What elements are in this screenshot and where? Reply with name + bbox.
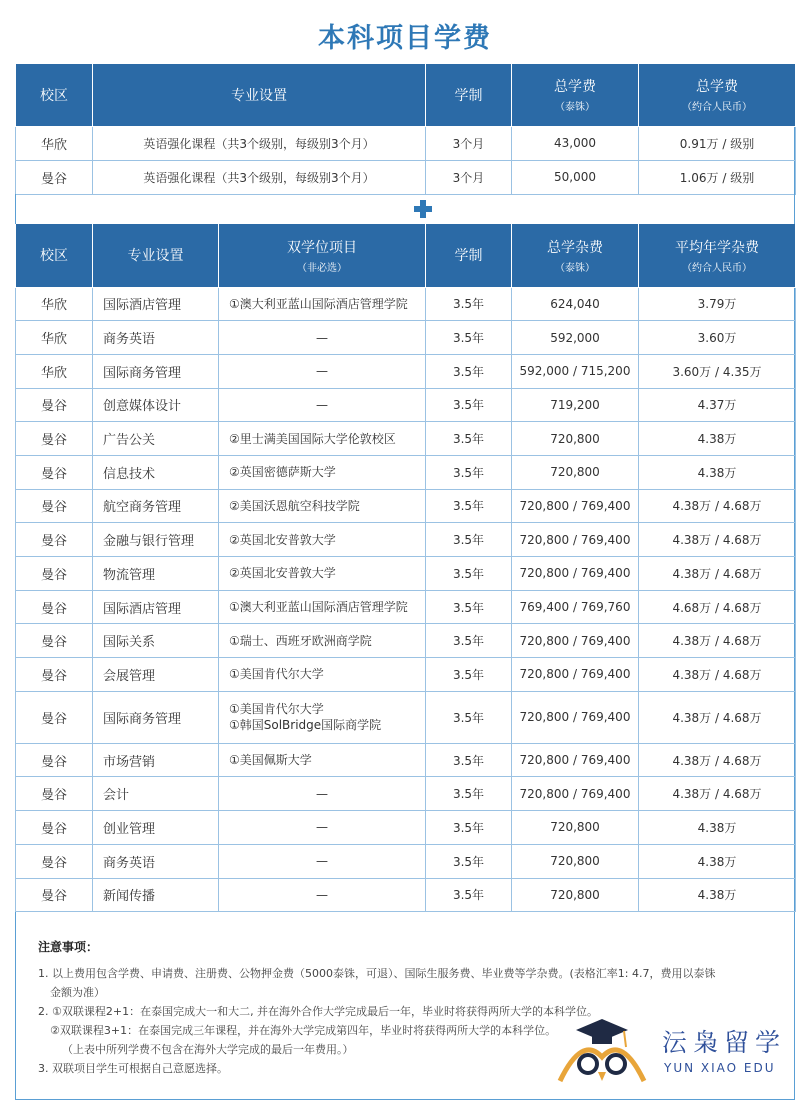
owl-graduation-cap-icon [552, 1017, 652, 1087]
fee-cell: 720,800 / 769,400 [512, 489, 639, 523]
major-cell: 英语强化课程（共3个级别，每级别3个月） [93, 160, 426, 194]
dual-degree-cell [219, 523, 426, 557]
table-row [16, 455, 796, 489]
dual-degree-cell [219, 455, 426, 489]
dual-degree-item: ②里士满美国国际大学伦敦校区 [229, 431, 396, 446]
dual-degree-cell [219, 287, 426, 321]
duration-cell: 3.5年 [426, 878, 512, 912]
dual-degree-item: ①韩国SolBridge国际商学院 [229, 718, 382, 733]
fee-rmb-cell: 4.38万 [639, 422, 796, 456]
fee-cell: 720,800 [512, 422, 639, 456]
duration-cell: 3.5年 [426, 777, 512, 811]
major-cell: 会计 [93, 777, 219, 811]
dual-degree-cell [219, 658, 426, 692]
header-fee-rmb [639, 224, 796, 287]
major-cell: 广告公关 [93, 422, 219, 456]
major-cell: 国际商务管理 [93, 354, 219, 388]
fee-rmb-cell: 4.38万 / 4.68万 [639, 624, 796, 658]
major-cell: 信息技术 [93, 455, 219, 489]
table-row [16, 287, 796, 321]
fee-rmb-cell: 4.38万 [639, 455, 796, 489]
fee-rmb-cell: 3.60万 [639, 321, 796, 355]
fee-rmb-cell: 4.38万 / 4.68万 [639, 777, 796, 811]
dual-degree-cell [219, 489, 426, 523]
table-row [16, 777, 796, 811]
table-row [16, 743, 796, 777]
table-row [16, 354, 796, 388]
duration-cell: 3.5年 [426, 557, 512, 591]
fee-rmb-cell: 4.38万 / 4.68万 [639, 658, 796, 692]
note-1-cont: 金额为准） [50, 986, 105, 999]
fee-rmb-cell: 4.38万 [639, 844, 796, 878]
major-cell: 航空商务管理 [93, 489, 219, 523]
header-dual-degree [219, 224, 426, 287]
header-dual-note: （非必选） [297, 262, 347, 274]
fee-cell: 720,800 / 769,400 [512, 523, 639, 557]
table-header-row [16, 224, 796, 287]
campus-cell: 华欣 [16, 321, 93, 355]
dual-degree-item: — [316, 820, 328, 835]
fee-cell: 720,800 / 769,400 [512, 777, 639, 811]
dual-degree-item: ②美国沃恩航空科技学院 [229, 498, 360, 513]
duration-cell: 3.5年 [426, 523, 512, 557]
dual-degree-item: ①美国佩斯大学 [229, 753, 312, 768]
fee-rmb-cell: 3.79万 [639, 287, 796, 321]
plus-row [15, 194, 795, 224]
campus-cell: 曼谷 [16, 489, 93, 523]
duration-cell: 3.5年 [426, 844, 512, 878]
campus-cell: 曼谷 [16, 777, 93, 811]
major-cell: 金融与银行管理 [93, 523, 219, 557]
campus-cell: 华欣 [16, 287, 93, 321]
campus-cell: 曼谷 [16, 523, 93, 557]
dual-degree-item: — [316, 364, 328, 379]
header-fee [512, 64, 639, 126]
campus-cell: 华欣 [16, 354, 93, 388]
dual-degree-item: ①美国肯代尔大学 [229, 702, 324, 717]
fee-rmb-cell: 4.38万 / 4.68万 [639, 523, 796, 557]
campus-cell: 曼谷 [16, 624, 93, 658]
duration-cell: 3.5年 [426, 287, 512, 321]
table-row [16, 388, 796, 422]
duration-cell: 3.5年 [426, 422, 512, 456]
dual-degree-cell [219, 388, 426, 422]
dual-degree-item: ①瑞士、西班牙欧洲商学院 [229, 633, 372, 648]
major-cell: 国际酒店管理 [93, 287, 219, 321]
major-cell: 国际关系 [93, 624, 219, 658]
fee-cell: 624,040 [512, 287, 639, 321]
duration-cell: 3.5年 [426, 624, 512, 658]
note-2-second: ②双联课程3+1：在泰国完成三年课程，并在海外大学完成第四年，毕业时将获得两所大学的本科学位。 [50, 1024, 557, 1037]
fee-cell: 720,800 [512, 455, 639, 489]
dual-degree-cell [219, 354, 426, 388]
fee-rmb-cell: 4.38万 / 4.68万 [639, 557, 796, 591]
duration-cell: 3.5年 [426, 811, 512, 845]
header-major: 专业设置 [93, 64, 426, 126]
dual-degree-item: — [316, 330, 328, 345]
header-fee-unit: （泰铢） [555, 102, 595, 114]
campus-cell: 曼谷 [16, 811, 93, 845]
campus-cell: 华欣 [16, 126, 93, 160]
undergraduate-fee-table [15, 224, 796, 912]
major-cell: 国际商务管理 [93, 691, 219, 743]
dual-degree-item: ①美国肯代尔大学 [229, 667, 324, 682]
table-row [16, 321, 796, 355]
campus-cell: 曼谷 [16, 388, 93, 422]
dual-degree-cell [219, 811, 426, 845]
table-row [16, 557, 796, 591]
fee-rmb-cell: 4.37万 [639, 388, 796, 422]
duration-cell: 3.5年 [426, 321, 512, 355]
dual-degree-item: — [316, 854, 328, 869]
plus-icon [414, 200, 432, 218]
fee-rmb-cell: 0.91万 / 级别 [639, 126, 796, 160]
header-fee-rmb-unit: （约合人民币） [682, 102, 752, 114]
header-fee-unit: （泰铢） [555, 262, 595, 274]
major-cell: 新闻传播 [93, 878, 219, 912]
dual-degree-cell [219, 844, 426, 878]
table-row [16, 126, 796, 160]
duration-cell: 3.5年 [426, 658, 512, 692]
header-campus: 校区 [16, 224, 93, 287]
dual-degree-cell [219, 321, 426, 355]
header-fee-rmb-label: 总学费 [696, 79, 738, 96]
fee-cell: 769,400 / 769,760 [512, 590, 639, 624]
major-cell: 英语强化课程（共3个级别，每级别3个月） [93, 126, 426, 160]
header-campus: 校区 [16, 64, 93, 126]
notes-heading: 注意事项： [38, 940, 99, 954]
major-cell: 物流管理 [93, 557, 219, 591]
campus-cell: 曼谷 [16, 691, 93, 743]
dual-degree-cell [219, 624, 426, 658]
fee-rmb-cell: 4.38万 / 4.68万 [639, 743, 796, 777]
fee-rmb-cell: 1.06万 / 级别 [639, 160, 796, 194]
note-2-third: （上表中所列学费不包含在海外大学完成的最后一年费用。） [62, 1043, 354, 1056]
duration-cell: 3.5年 [426, 354, 512, 388]
logo-chinese-text: 沄枭留学 [662, 1028, 787, 1057]
campus-cell: 曼谷 [16, 455, 93, 489]
campus-cell: 曼谷 [16, 160, 93, 194]
table-row [16, 160, 796, 194]
fee-cell: 720,800 [512, 844, 639, 878]
major-cell: 商务英语 [93, 844, 219, 878]
campus-cell: 曼谷 [16, 557, 93, 591]
campus-cell: 曼谷 [16, 844, 93, 878]
table-row [16, 489, 796, 523]
duration-cell: 3.5年 [426, 691, 512, 743]
header-major: 专业设置 [93, 224, 219, 287]
header-fee-label: 总学杂费 [547, 239, 603, 256]
major-cell: 国际酒店管理 [93, 590, 219, 624]
fee-cell: 43,000 [512, 126, 639, 160]
table-row [16, 691, 796, 743]
fee-cell: 720,800 [512, 878, 639, 912]
fee-cell: 719,200 [512, 388, 639, 422]
logo-english-text: YUN XIAO EDU [664, 1061, 776, 1075]
language-course-table [15, 64, 796, 195]
fee-rmb-cell: 4.38万 [639, 878, 796, 912]
campus-cell: 曼谷 [16, 878, 93, 912]
dual-degree-item: ①澳大利亚蓝山国际酒店管理学院 [229, 296, 408, 311]
major-cell: 会展管理 [93, 658, 219, 692]
fee-rmb-cell: 4.38万 / 4.68万 [639, 691, 796, 743]
dual-degree-cell [219, 422, 426, 456]
note-2: 2. ①双联课程2+1：在泰国完成大一和大二, 并在海外合作大学完成最后一年，毕业时将获得两所大学的本科学位。 [38, 1005, 599, 1018]
major-cell: 创意媒体设计 [93, 388, 219, 422]
table-row [16, 658, 796, 692]
header-dual-label: 双学位项目 [287, 239, 357, 256]
campus-cell: 曼谷 [16, 743, 93, 777]
header-duration: 学制 [426, 64, 512, 126]
campus-cell: 曼谷 [16, 658, 93, 692]
table-header-row [16, 64, 796, 126]
note-3: 3. 双联项目学生可根据自己意愿选择。 [38, 1062, 228, 1075]
duration-cell: 3.5年 [426, 590, 512, 624]
campus-cell: 曼谷 [16, 422, 93, 456]
header-fee-rmb-label: 平均年学杂费 [675, 239, 759, 256]
table-row [16, 590, 796, 624]
header-fee-label: 总学费 [554, 79, 596, 96]
header-fee-rmb [639, 64, 796, 126]
page-title: 本科项目学费 [318, 23, 492, 54]
dual-degree-item: ①澳大利亚蓝山国际酒店管理学院 [229, 600, 408, 615]
dual-degree-item: ②英国北安普敦大学 [229, 566, 336, 581]
header-fee-rmb-unit: （约合人民币） [682, 262, 752, 274]
duration-cell: 3个月 [426, 160, 512, 194]
duration-cell: 3.5年 [426, 455, 512, 489]
dual-degree-item: ②英国密德萨斯大学 [229, 465, 336, 480]
duration-cell: 3.5年 [426, 388, 512, 422]
brand-logo [552, 1017, 797, 1087]
fee-cell: 592,000 [512, 321, 639, 355]
table-row [16, 624, 796, 658]
major-cell: 市场营销 [93, 743, 219, 777]
dual-degree-cell [219, 878, 426, 912]
dual-degree-item: — [316, 397, 328, 412]
fee-cell: 592,000 / 715,200 [512, 354, 639, 388]
table-row [16, 844, 796, 878]
dual-degree-item: ②英国北安普敦大学 [229, 532, 336, 547]
dual-degree-cell [219, 557, 426, 591]
dual-degree-cell [219, 691, 426, 743]
fee-rmb-cell: 4.38万 / 4.68万 [639, 489, 796, 523]
header-fee [512, 224, 639, 287]
duration-cell: 3个月 [426, 126, 512, 160]
fee-rmb-cell: 4.68万 / 4.68万 [639, 590, 796, 624]
table-row [16, 422, 796, 456]
fee-rmb-cell: 3.60万 / 4.35万 [639, 354, 796, 388]
dual-degree-cell [219, 590, 426, 624]
fee-cell: 720,800 / 769,400 [512, 624, 639, 658]
header-duration: 学制 [426, 224, 512, 287]
major-cell: 创业管理 [93, 811, 219, 845]
table-row [16, 523, 796, 557]
fee-cell: 720,800 / 769,400 [512, 557, 639, 591]
dual-degree-cell [219, 777, 426, 811]
duration-cell: 3.5年 [426, 489, 512, 523]
fee-cell: 50,000 [512, 160, 639, 194]
fee-cell: 720,800 / 769,400 [512, 658, 639, 692]
duration-cell: 3.5年 [426, 743, 512, 777]
note-1: 1. 以上费用包含学费、申请费、注册费、公物押金费（5000泰铢，可退）、国际生服务费、毕业费等学杂费。(表格汇率1: 4.7，费用以泰铢 [38, 967, 716, 980]
fee-cell: 720,800 [512, 811, 639, 845]
fee-cell: 720,800 / 769,400 [512, 743, 639, 777]
dual-degree-item: — [316, 786, 328, 801]
fee-cell: 720,800 / 769,400 [512, 691, 639, 743]
dual-degree-item: — [316, 887, 328, 902]
major-cell: 商务英语 [93, 321, 219, 355]
dual-degree-cell [219, 743, 426, 777]
fee-rmb-cell: 4.38万 [639, 811, 796, 845]
table-row [16, 878, 796, 912]
campus-cell: 曼谷 [16, 590, 93, 624]
table-row [16, 811, 796, 845]
